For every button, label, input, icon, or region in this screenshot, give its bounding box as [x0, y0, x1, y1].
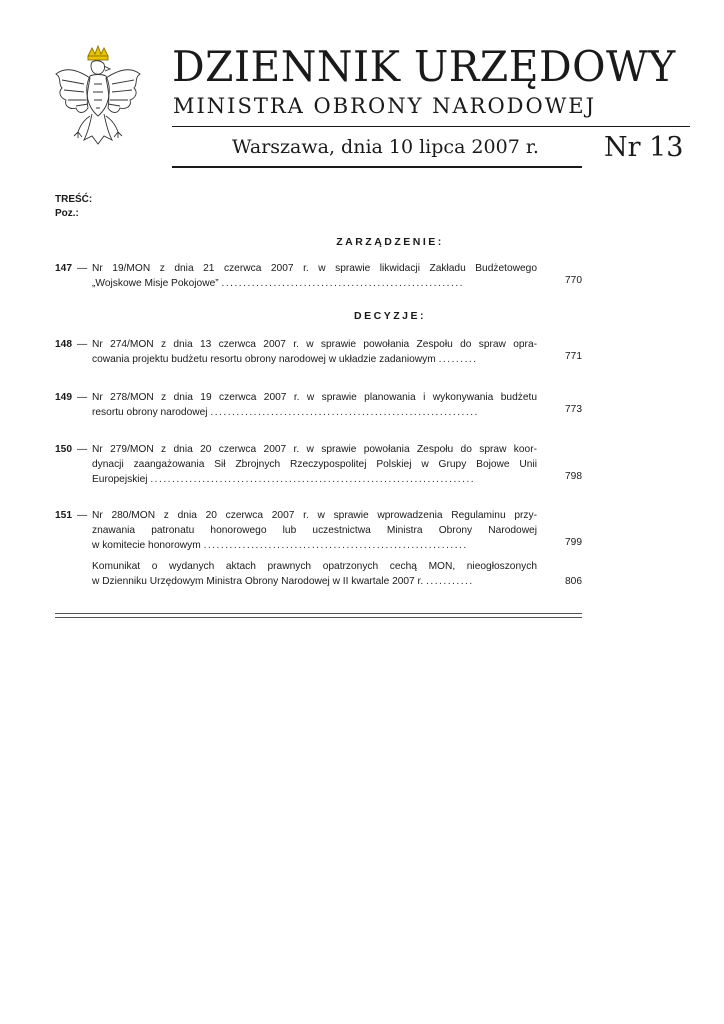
entry-number: 151 [55, 510, 72, 521]
date-divider [172, 166, 582, 168]
entry-line-text: w Dzienniku Urzędowym Ministra Obrony Narodowej w II kwartale 2007 r. [92, 576, 424, 587]
entry-text [92, 559, 537, 589]
entry-page: 773 [565, 404, 582, 415]
entry-leader-dots: ........................................................................... [150, 474, 476, 485]
entry-line-last [92, 574, 537, 589]
entry-line: znawania patronatu honorowego lub uczestnictwa Ministra Obrony Narodowej [92, 525, 537, 536]
entry-line: Nr 19/MON z dnia 21 czerwca 2007 r. w sprawie likwidacji Zakładu Budżetowego [92, 263, 537, 274]
journal-title: DZIENNIK URZĘDOWY [172, 42, 676, 91]
issue-date: Warszawa, dnia 10 lipca 2007 r. [232, 136, 539, 158]
entry-line: Nr 279/MON z dnia 20 czerwca 2007 r. w sprawie powołania Zespołu do spraw koor- [92, 444, 537, 455]
entry-text [92, 261, 537, 291]
entry-text [92, 508, 537, 553]
entry-dash: — [77, 510, 88, 521]
entry-number: 150 [55, 444, 72, 455]
entry-page: 799 [565, 537, 582, 548]
entry-leader-dots: .............................................................. [210, 407, 479, 418]
entry-line: Nr 278/MON z dnia 19 czerwca 2007 r. w sprawie planowania i wykonywania budżetu [92, 392, 537, 403]
entry-line-last [92, 538, 537, 553]
contents-heading: TREŚĆ: [55, 194, 93, 205]
entry-leader-dots: ........... [426, 576, 474, 587]
entry-line-text: w komitecie honorowym [92, 540, 201, 551]
entry-line: Komunikat o wydanych aktach prawnych opatrzonych cechą MON, nieogłoszonych [92, 561, 537, 572]
footer-divider [55, 613, 582, 614]
section-zarzadzenie: ZARZĄDZENIE: [336, 236, 444, 248]
entry-line: Nr 274/MON z dnia 13 czerwca 2007 r. w sprawie powołania Zespołu do spraw opra- [92, 339, 537, 350]
entry-line-text: „Wojskowe Misje Pokojowe” [92, 278, 219, 289]
entry-leader-dots: ............................................................. [203, 540, 468, 551]
entry-dash: — [77, 263, 88, 274]
journal-subtitle: MINISTRA OBRONY NARODOWEJ [173, 94, 597, 118]
footer-divider [55, 617, 582, 618]
entry-text [92, 390, 537, 420]
entry-number: 148 [55, 339, 72, 350]
eagle-emblem-icon [50, 44, 146, 152]
entry-page: 770 [565, 275, 582, 286]
entry-page: 798 [565, 471, 582, 482]
entry-line-text: resortu obrony narodowej [92, 407, 208, 418]
entry-number: 147 [55, 263, 72, 274]
section-decyzje: DECYZJE: [354, 310, 426, 322]
entry-dash: — [77, 339, 88, 350]
entry-line: Nr 280/MON z dnia 20 czerwca 2007 r. w sprawie wprowadzenia Regulaminu przy- [92, 510, 537, 521]
entry-number: 149 [55, 392, 72, 403]
entry-leader-dots: ......... [438, 354, 478, 365]
entry-line-text: cowania projektu budżetu resortu obrony narodowej w układzie zadaniowym [92, 354, 436, 365]
entry-line-last [92, 352, 537, 367]
entry-page: 806 [565, 576, 582, 587]
position-label: Poz.: [55, 208, 79, 219]
header-divider [172, 126, 690, 127]
entry-line-last [92, 276, 537, 291]
entry-line-last [92, 405, 537, 420]
entry-leader-dots: ........................................................ [221, 278, 464, 289]
entry-text [92, 337, 537, 367]
entry-dash: — [77, 392, 88, 403]
entry-page: 771 [565, 351, 582, 362]
entry-text [92, 442, 537, 487]
entry-line-text: Europejskiej [92, 474, 148, 485]
entry-line: dynacji zaangażowania Sił Zbrojnych Rzeczypospolitej Polskiej w Grupy Bojowe Unii [92, 459, 537, 470]
issue-number: Nr 13 [604, 132, 684, 163]
entry-dash: — [77, 444, 88, 455]
entry-line-last [92, 472, 537, 487]
